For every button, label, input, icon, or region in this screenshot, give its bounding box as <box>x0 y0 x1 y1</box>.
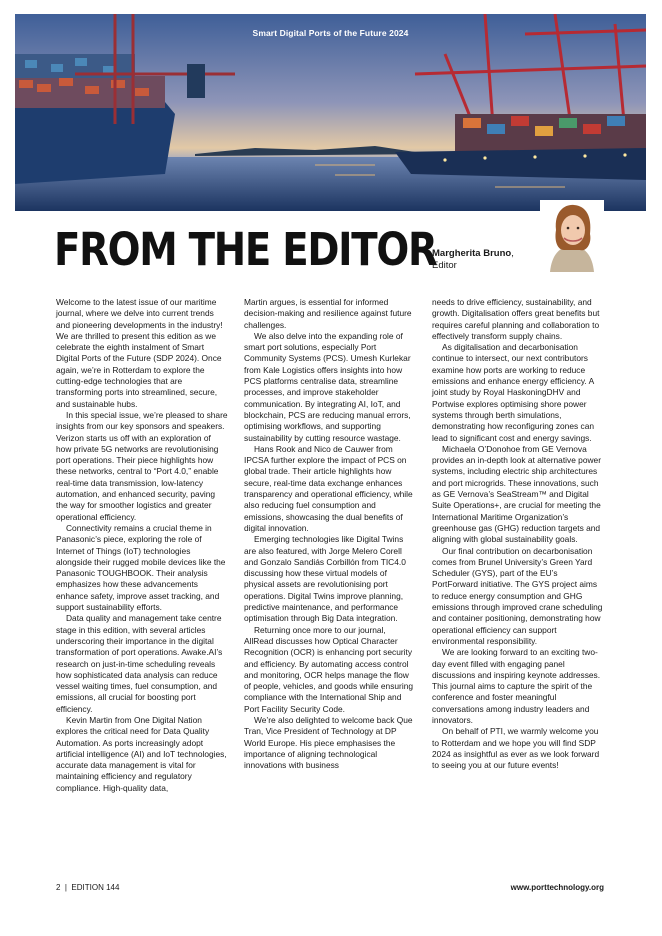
paragraph: We’re also delighted to welcome back Que Tran, Vice President of Technology at DP World Europe. His piece emphasises the importance of aligning technological innovations with business <box>244 714 413 771</box>
editor-portrait <box>540 200 604 272</box>
byline <box>432 248 514 272</box>
paragraph: Welcome to the latest issue of our maritime journal, where we delve into current trends and pioneering developments in the industry! We are thrilled to present this edition as we celebrate the eighth instalment of Smart Digital Ports of the Future (SDP 2024). Once again, we’re in Rotterdam to explore the cutting-edge technologies that are transforming ports into streamlined, secure, and sustainable hubs. <box>56 297 223 409</box>
paragraph: On behalf of PTI, we warmly welcome you to Rotterdam and we hope you will find SDP 2024 as insightful as ever as we look forward to seeing you at our future events! <box>432 726 600 771</box>
paragraph: Connectivity remains a crucial theme in Panasonic’s piece, exploring the role of Internet of Things (IoT) technologies alongside their rugged mobile devices like the Panasonic TOUGHBOOK. Their analysis emphasizes how these advancements enhance safety, improve asset tracking, and support sustainability efforts. <box>56 522 226 613</box>
paragraph: needs to drive efficiency, sustainability, and growth. Digitalisation offers great benefits but requires careful planning and collaboration to effectively transform supply chains. <box>432 297 600 341</box>
port-photo <box>15 14 646 211</box>
paragraph: Hans Rook and Nico de Cauwer from IPCSA further explore the impact of PCS on global trade. Their article highlights how secure, real-time data exchange enhances transparency and operational efficiency, while also reducing fuel consumption and emissions, showcasing the dual benefits of digital innovation. <box>244 443 413 533</box>
page-headline: FROM THE EDITOR <box>54 223 437 276</box>
editor-role: Editor <box>432 260 457 271</box>
column-3 <box>432 297 604 771</box>
paragraph: We also delve into the expanding role of smart port solutions, especially Port Community Systems (PCS). Umesh Kurlekar from Kale Logistics offers insights into how PCS platforms centralise data, streamline processes, and improve stakeholder communication. By integrating AI, IoT, and blockchain, PCS are reducing manual errors, optimising workflows, and supporting sustainability by cutting resource wastage. <box>244 330 411 443</box>
paragraph: Michaela O’Donohoe from GE Vernova provides an in-depth look at alternative power systems, including electric ship architectures and port microgrids. These innovations, such as GE Vernova’s SeaStream™ and Digital Suite Operations+, are crucial for meeting the International Maritime Organization’s greenhouse gas (GHG) reduction targets and aligning with global sustainability goals. <box>432 443 601 545</box>
byline-comma: , <box>511 248 514 259</box>
paragraph: As digitalisation and decarbonisation continue to intersect, our next contributors examine how ports are working to reduce emissions and enhance energy efficiency. A joint study by Royal HaskoningDHV and Portwise explores optimising shore power systems through berth simulations, demonstrating how reconfiguring zones can lead to significant cost and energy savings. <box>432 342 595 443</box>
hero-image <box>15 14 646 211</box>
paragraph: Emerging technologies like Digital Twins are also featured, with Jorge Melero Corell and Gonzalo Sandiás Corbillón from TIC4.0 discussing how these virtual models of physical assets are revolutionising port operations. Digital Twins improve planning, predictive maintenance, and performance optimisation through Big Data integration. <box>244 534 406 624</box>
paragraph: Kevin Martin from One Digital Nation explores the critical need for Data Quality Automation. As ports increasingly adopt artificial intelligence (AI) and IoT technologies, accurate data management is vital for maintaining efficiency and regulatory compliance. High-quality data, <box>56 714 227 793</box>
page-number: 2 | EDITION 144 <box>56 883 120 892</box>
paragraph: Our final contribution on decarbonisation comes from Brunel University’s Green Yard Scheduler (GYS), part of the EU’s PortForward initiative. The GYS project aims to reduce energy consumption and GHG emissions through improved crane scheduling and container positioning, demonstrating how operational efficiency can support environmental responsibility. <box>432 545 603 646</box>
paragraph: Martin argues, is essential for informed decision-making and resilience against future challenges. <box>244 297 412 330</box>
paragraph: We are looking forward to an exciting two-day event filled with engaging panel discussions and inspiring keynote addresses. This journal aims to capture the spirit of the conference and foster meaningful conversations among industry leaders and innovators. <box>432 647 601 725</box>
banner-title: Smart Digital Ports of the Future 2024 <box>252 28 409 38</box>
paragraph: In this special issue, we’re pleased to share insights from our key sponsors and speakers. Verizon starts us off with an exploration of how private 5G networks are revolutionising port operations. Their piece highlights how these networks, central to “Port 4.0,” enable real-time data transmission, low-latency automation, and enhanced security, paving the way for smoother logistics and greater operational efficiency. <box>56 409 228 522</box>
paragraph: Data quality and management take centre stage in this edition, with several articles underscoring their importance in the digital transformation of port operations. Awake.AI’s research on just-in-time scheduling reveals how sophisticated data analysis can reduce vessel waiting times, fuel consumption, and emissions, all crucial for boosting port efficiency. <box>56 613 223 714</box>
column-1 <box>56 297 228 794</box>
website-link[interactable]: www.porttechnology.org <box>510 883 604 892</box>
paragraph: Returning once more to our journal, AllRead discusses how Optical Character Recognition (OCR) is enhancing port security and efficiency. By automating access control and monitoring, OCR helps manage the flow of people, vehicles, and goods while ensuring compliance with the International Ship and Port Facility Security Code. <box>244 624 414 714</box>
editor-name: Margherita Bruno <box>432 248 512 259</box>
column-2 <box>244 297 416 771</box>
